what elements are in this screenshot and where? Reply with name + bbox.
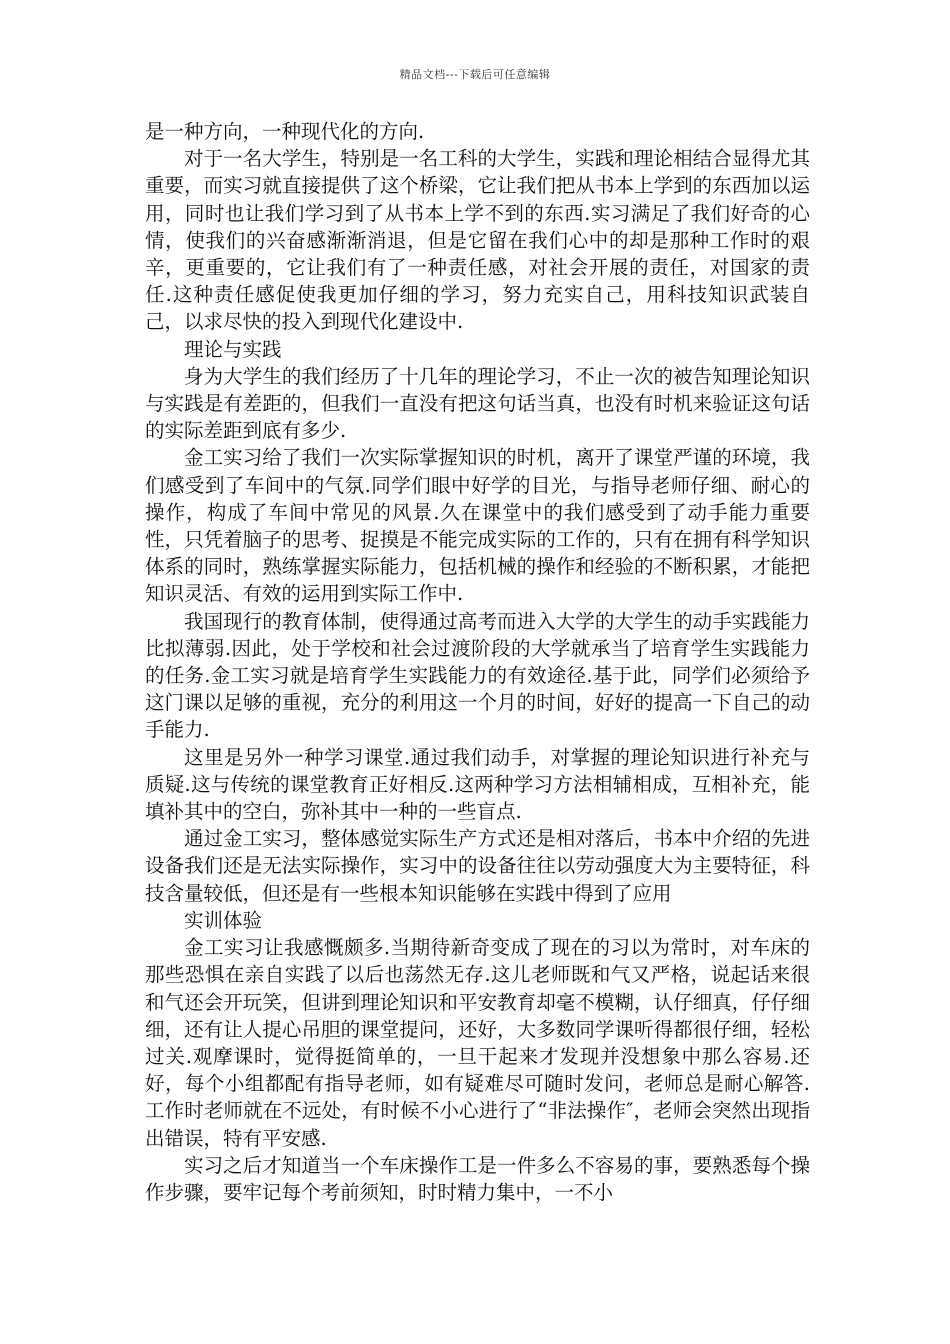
paragraph: 对于一名大学生，特别是一名工科的大学生，实践和理论相结合显得尤其重要，而实习就直接提供了这个桥梁，它让我们把从书本上学到的东西加以运用，同时也让我们学习到了从书本上学不到的东西.实习满足了我们好奇的心情，使我们的兴奋感渐渐消退，但是它留在我们心中的却是那种工作时的艰辛，更重要的，它让我们有了一种责任感，对社会开展的责任，对国家的责任.这种责任感促使我更加仔细的学习，努力充实自己，用科技知识武装自己，以求尽快的投入到现代化建设中.: [145, 147, 810, 334]
document-body: [145, 118, 810, 1206]
paragraph: 这里是另外一种学习课堂.通过我们动手，对掌握的理论知识进行补充与质疑.这与传统的课堂教育正好相反.这两种学习方法相辅相成，互相补充，能填补其中的空白，弥补其中一种的一些盲点.: [145, 745, 810, 824]
paragraph: 金工实习给了我们一次实际掌握知识的时机，离开了课堂严谨的环境，我们感受到了车间中的气氛.同学们眼中好学的目光，与指导老师仔细、耐心的操作，构成了车间中常见的风景.久在课堂中的我们感受到了动手能力重要性，只凭着脑子的思考、捉摸是不能完成实际的工作的，只有在拥有科学知识体系的同时，熟练掌握实际能力，包括机械的操作和经验的不断积累，才能把知识灵活、有效的运用到实际工作中.: [145, 446, 810, 606]
paragraph: 我国现行的教育体制，使得通过高考而进入大学的大学生的动手实践能力比拟薄弱.因此，处于学校和社会过渡阶段的大学就承当了培育学生实践能力的任务.金工实习就是培育学生实践能力的有效途径.基于此，同学们必须给予这门课以足够的重视，充分的利用这一个月的时间，好好的提高一下自己的动手能力.: [145, 609, 810, 742]
paragraph: 实习之后才知道当一个车床操作工是一件多么不容易的事，要熟悉每个操作步骤，要牢记每个考前须知，时时精力集中，一不小: [145, 1153, 810, 1204]
paragraph: 金工实习让我感慨颇多.当期待新奇变成了现在的习以为常时，对车床的那些恐惧在亲自实践了以后也荡然无存.这儿老师既和气又严格，说起话来很和气还会开玩笑，但讲到理论知识和平安教育却毫不模糊，认仔细真，仔仔细细，还有让人提心吊胆的课堂提问，还好，大多数同学课听得都很仔细，轻松过关.观摩课时，觉得挺简单的，一旦干起来才发现并没想象中那么容易.还好，每个小组都配有指导老师，如有疑难尽可随时发问，老师总是耐心解答.工作时老师就在不远处，有时候不小心进行了“非法操作″，老师会突然出现指出错误，特有平安感.: [145, 936, 810, 1150]
paragraph: 通过金工实习，整体感觉实际生产方式还是相对落后，书本中介绍的先进设备我们还是无法实际操作，实习中的设备往往以劳动强度大为主要特征，科技含量较低，但还是有一些根本知识能够在实践中得到了应用: [145, 827, 810, 905]
page-header: 精品文档---下载后可任意编辑: [399, 68, 551, 81]
paragraph-continuation: 是一种方向，一种现代化的方向.: [145, 120, 425, 143]
section-heading-theory-practice: 理论与实践: [184, 337, 282, 361]
paragraph: 身为大学生的我们经历了十几年的理论学习，不止一次的被告知理论知识与实践是有差距的，但我们一直没有把这句话当真，也没有时机来验证这句话的实际差距到底有多少.: [145, 364, 810, 443]
section-heading-training-experience: 实训体验: [184, 908, 263, 932]
